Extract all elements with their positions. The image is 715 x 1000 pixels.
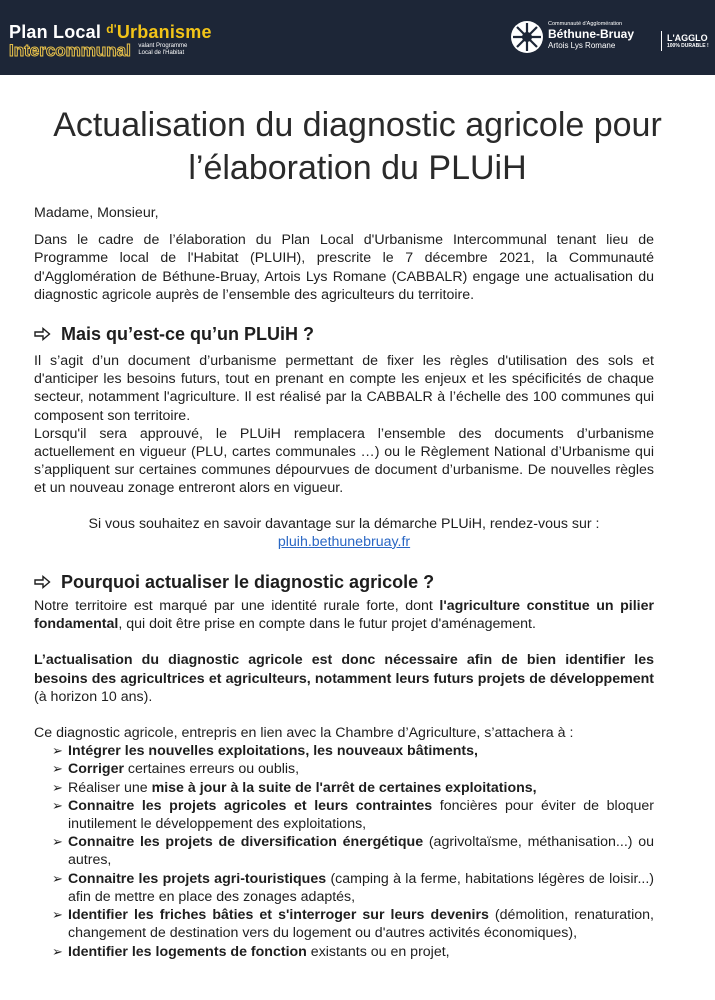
letter-body [34,204,654,961]
list-item-emphasis: Connaitre les projets agri-touristiques [68,870,327,887]
plui-logo-text-a: Plan Local [9,22,107,42]
list-item-text-end: (camping à la ferme, habitations légères de loisir...) afin de mettre en place des zonages adaptés, [68,870,654,905]
arrowhead-bullet-icon: ➢ [52,834,63,850]
list-item-emphasis: Corriger [68,761,124,778]
header-band [0,0,715,75]
list-item-text: Réaliser une [68,779,152,796]
arrowhead-bullet-icon: ➢ [52,761,63,777]
rural-identity-text-end: , qui doit être prise en compte dans le futur projet d'aménagement. [118,616,536,633]
list-item [34,742,654,760]
cabbalr-divider [661,31,662,51]
list-item [34,779,654,797]
list-item [34,870,654,906]
necessity-emphasis: L’actualisation du diagnostic agricole est donc nécessaire afin de bien identifier les besoins des agricultrices et agriculteurs, notamment leurs futurs projets de développement [34,652,654,687]
rural-identity-emphasis: l'agriculture constitue un pilier fondamental [34,598,654,633]
page-title-line2: l’élaboration du PLUiH [188,149,527,187]
section-heading-pluih-label: Mais qu’est-ce qu’un PLUiH ? [61,324,315,345]
arrowhead-bullet-icon: ➢ [52,907,63,923]
pluih-definition-paragraph: Il s’agit d’un document d’urbanisme permettant de fixer les règles d'utilisation des sols et d'anticiper les besoins futurs, tout en prenant en compte les enjeux et les spécificités de chaque secteur, notamment l'agriculture. Il est réalisé par la CABBALR à l’échelle des 100 communes qui composent son territoire. [34,353,654,424]
rural-identity-paragraph [34,597,654,633]
list-item-text-end: certaines erreurs ou oublis, [123,761,300,778]
list-item-emphasis: Identifier les friches bâties et s'interroger sur leurs devenirs [68,907,489,924]
rural-identity-text: Notre territoire est marqué par une identité rurale forte, dont [34,598,440,615]
cabbalr-name: Béthune-Bruay [548,27,635,41]
intro-paragraph: Dans le cadre de l’élaboration du Plan Local d'Urbanisme Intercommunal tenant lieu de Programme local de l'Habitat (PLUIH), prescrite le 7 décembre 2021, la Communauté d'Agglomération de Béthune-Bruay, Artois Lys Romane (CABBALR) engage une actualisation du diagnostic agricole auprès de l’ensemble des agriculteurs du territoire. [34,232,654,303]
pluih-website-link[interactable]: pluih.bethunebruay.fr [277,533,411,550]
plui-logo-subtitle [138,43,187,57]
section-heading-pluih [34,322,654,346]
list-item-emphasis: Intégrer les nouvelles exploitations, les nouveaux bâtiments, [68,743,478,760]
list-item-emphasis: Identifier les logements de fonction [68,943,307,960]
page-title-line1: Actualisation du diagnostic agricole pour [53,106,662,144]
list-item-emphasis: Connaitre les projets de diversification énergétique [68,834,424,851]
list-item-text-end: foncières pour éviter de bloquer inutilement le développement des exploitations, [68,797,654,833]
arrow-right-icon [34,327,51,341]
arrowhead-bullet-icon: ➢ [52,797,63,813]
agglo-badge-subtitle: 100% DURABLE ! [667,43,709,49]
plui-logo-line1 [9,19,212,42]
necessity-paragraph [34,651,654,706]
plui-logo-sub1: valant Programme [138,43,188,49]
cabbalr-small-label: Communauté d'Agglomération [548,21,623,27]
list-item-emphasis: Connaitre les projets agricoles et leurs contraintes [68,797,433,814]
arrowhead-bullet-icon: ➢ [52,779,63,795]
plui-logo-sub2: Local de l'Habitat [138,50,185,56]
list-item-text-end: existants ou en projet, [306,943,450,960]
agglo-badge-title: L'AGGLO [667,33,708,43]
list-item [34,797,654,833]
list-item-text-end: (agrivoltaïsme, méthanisation...) ou autres, [68,834,655,869]
arrowhead-bullet-icon: ➢ [52,743,63,759]
section-heading-diagnostic [34,570,654,594]
section-heading-diagnostic-label: Pourquoi actualiser le diagnostic agricole ? [61,572,435,593]
cabbalr-region: Artois Lys Romane [548,41,616,50]
cabbalr-emblem-icon [511,21,543,53]
list-item [34,906,654,942]
agglo-badge [667,33,709,49]
list-item [34,760,654,778]
more-info-block [34,515,654,551]
pluih-approval-paragraph: Lorsqu'il sera approuvé, le PLUiH remplacera l’ensemble des documents d’urbanisme actuellement en vigueur (PLU, cartes communales …) ou le Règlement National d’Urbanisme qui s’appliquent sur certaines communes dépourvues de document d’urbanisme. De nouvelles règles et un nouveau zonage entreront alors en vigueur. [34,425,654,497]
list-item [34,833,654,869]
plui-logo-text-b: d' [106,22,117,36]
plui-logo-intercommunal: Intercommunal [9,41,131,60]
more-info-text: Si vous souhaitez en savoir davantage sur la démarche PLUiH, rendez-vous sur : [88,515,600,532]
list-item-emphasis: mise à jour à la suite de l'arrêt de certaines exploitations, [151,779,537,796]
cabbalr-logo-text [548,21,634,51]
necessity-horizon: (à horizon 10 ans). [34,688,153,705]
list-intro: Ce diagnostic agricole, entrepris en lien avec la Chambre d’Agriculture, s’attachera à : [34,725,574,742]
list-item [34,943,654,961]
plui-logo-text-c: Urbanisme [116,22,212,42]
arrowhead-bullet-icon: ➢ [52,943,63,959]
plui-logo [9,19,212,60]
list-item-text-end: (démolition, renaturation, changement de destination vers du logement ou d'autres activités économiques), [68,907,654,942]
diagnostic-goals-list [34,742,654,960]
greeting: Madame, Monsieur, [34,205,159,221]
arrow-right-icon [34,575,51,589]
plui-logo-line2 [9,42,212,60]
arrowhead-bullet-icon: ➢ [52,870,63,886]
page-title [0,104,715,190]
